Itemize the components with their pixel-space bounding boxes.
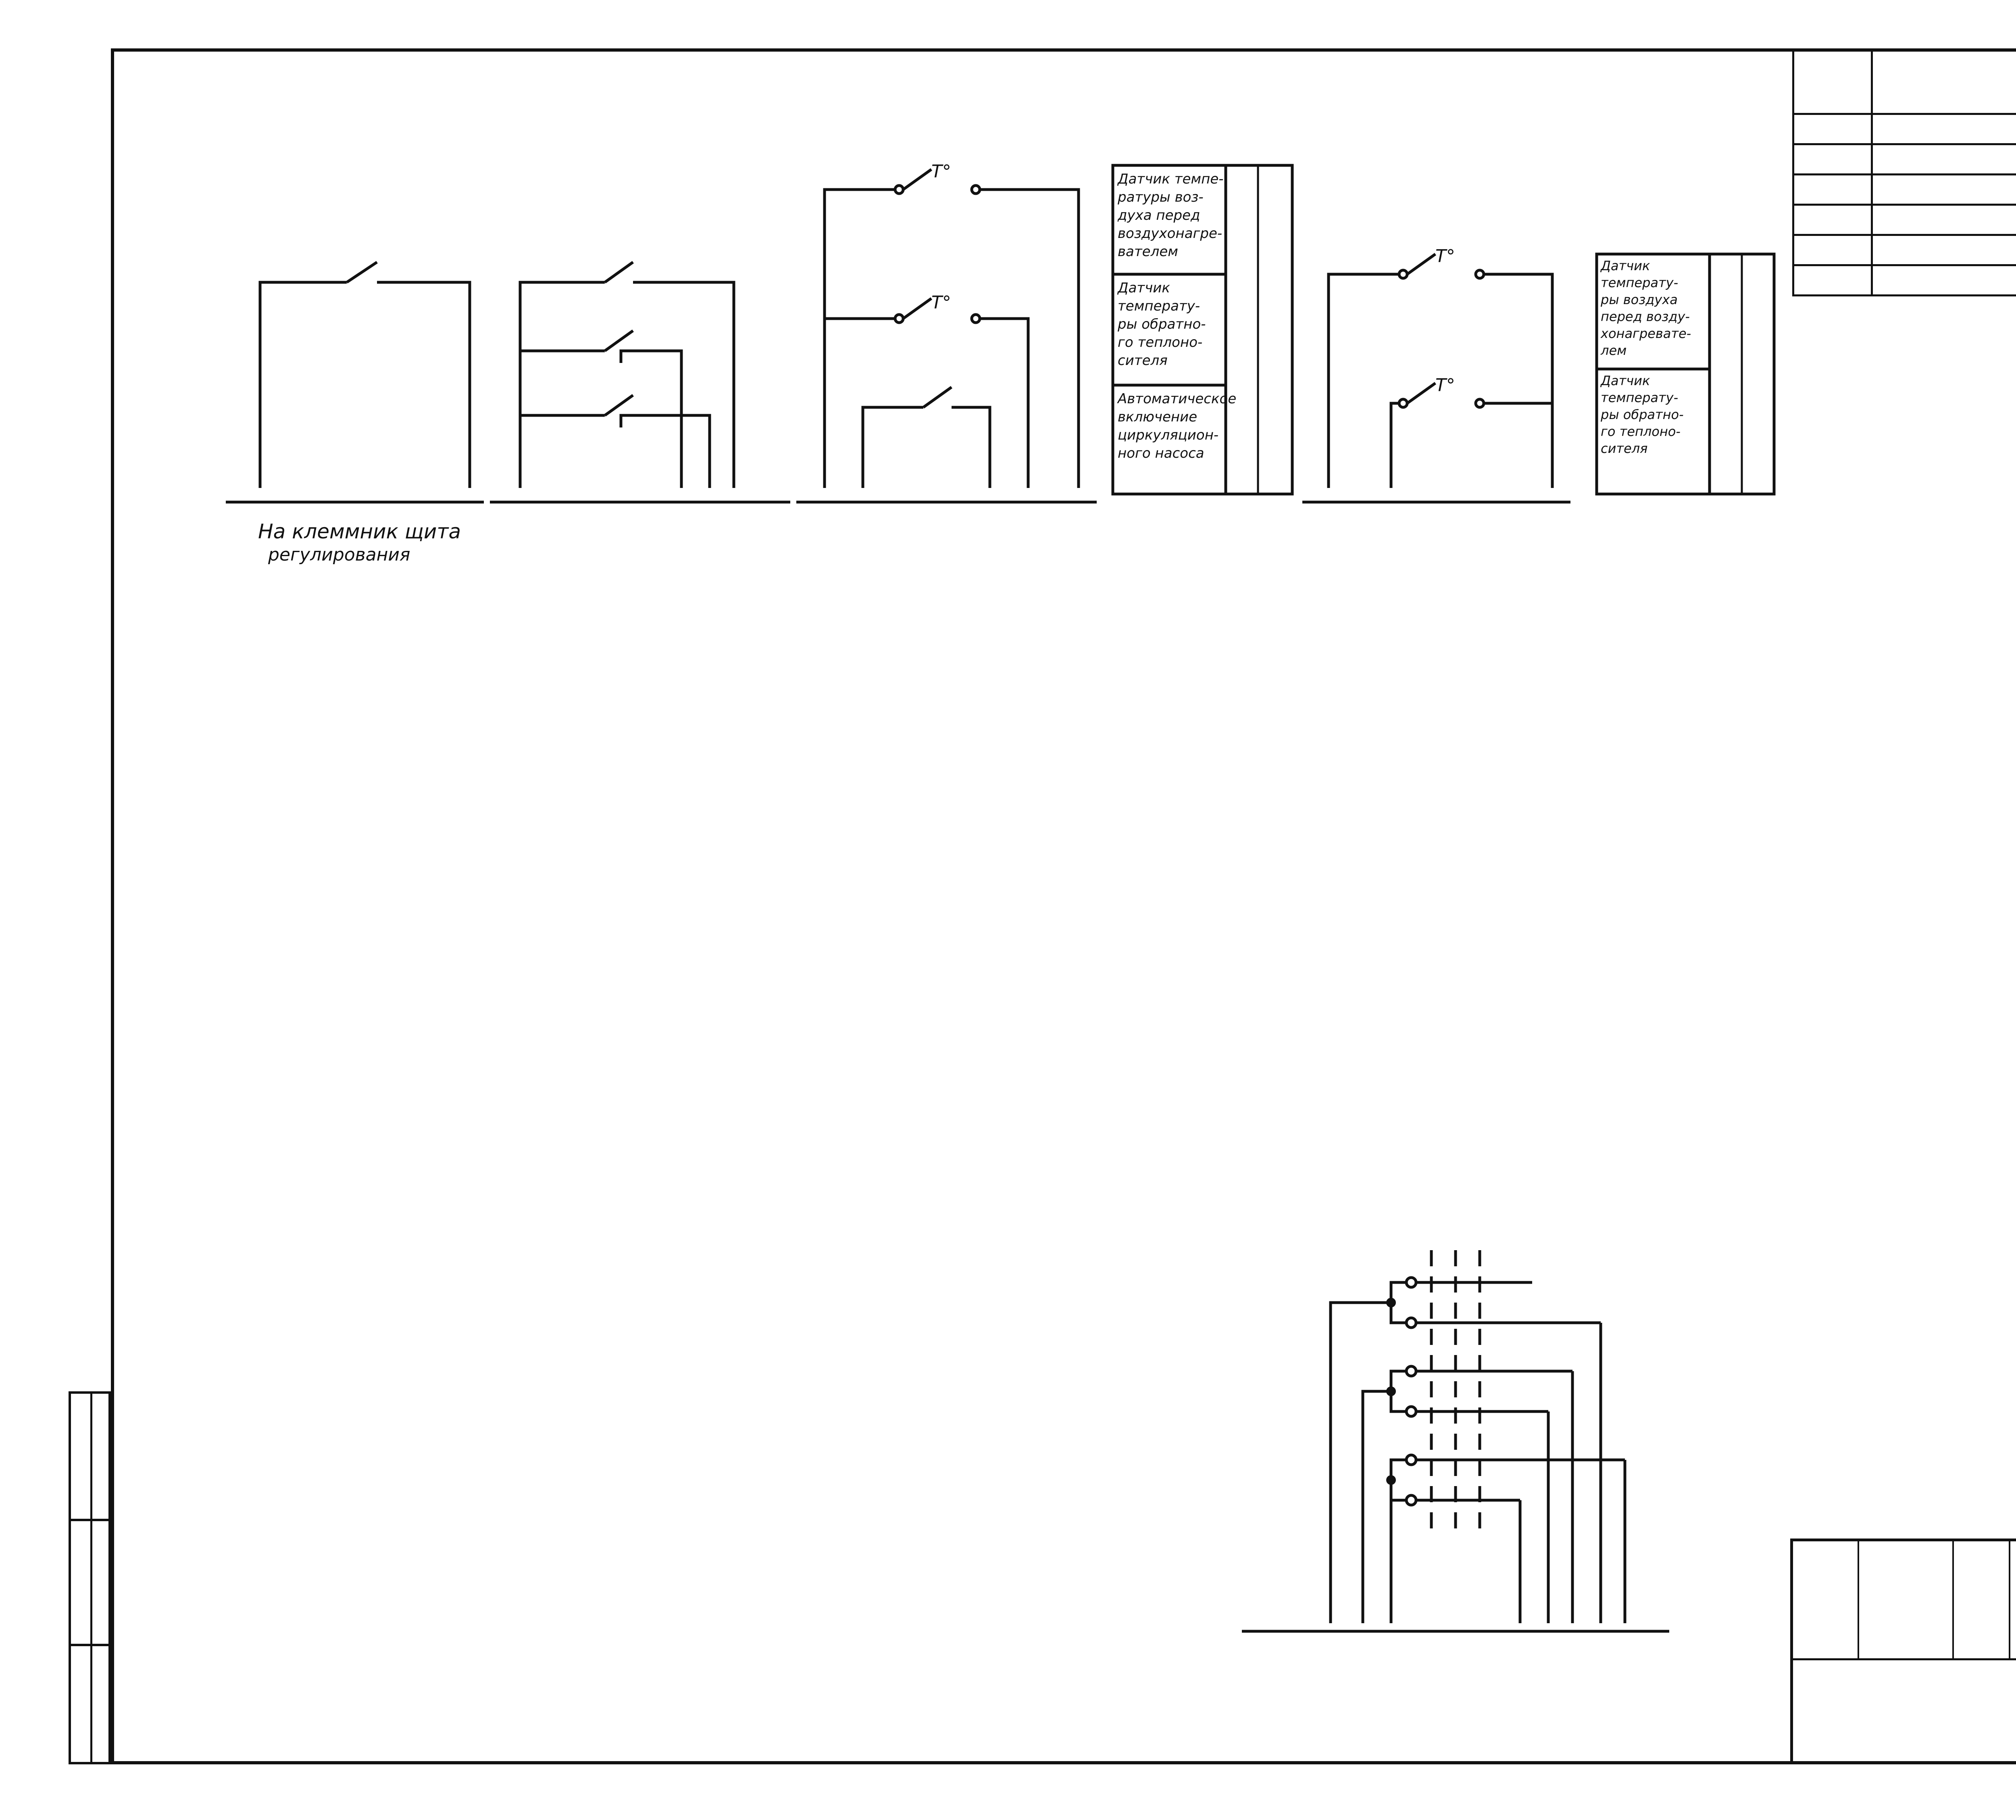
svg-text:перед возду-: перед возду- [1601,309,1690,324]
svg-text:вателем: вателем [1118,244,1178,260]
svg-text:го теплоно-: го теплоно- [1118,334,1203,350]
svg-text:Автоматическое: Автоматическое [1118,391,1237,407]
schematic-group-2 [490,262,790,502]
schematic-group-4 [1302,246,1570,502]
svg-text:ры обратно-: ры обратно- [1118,316,1206,332]
svg-text:T°: T° [1435,375,1455,396]
svg-text:T°: T° [931,161,951,182]
svg-text:хонагревате-: хонагревате- [1601,326,1691,341]
svg-text:воздухонагре-: воздухонагре- [1118,225,1223,242]
svg-text:го теплоно-: го теплоно- [1601,424,1681,439]
spec-header-name [1872,50,2016,114]
spec-section-2 [1872,235,2016,265]
svg-text:ратуры воз-: ратуры воз- [1118,189,1204,205]
svg-text:Датчик: Датчик [1601,258,1650,273]
spec-header-pos [1793,50,1872,114]
group1-caption-2: регулирования [268,544,410,565]
svg-text:ного насоса: ного насоса [1118,445,1204,461]
svg-text:духа перед: духа перед [1118,207,1200,223]
svg-text:ры обратно-: ры обратно- [1601,407,1684,422]
svg-text:T°: T° [931,292,951,313]
sa1-scheme [1242,1250,1669,1631]
svg-text:включение: включение [1118,409,1198,425]
specification-table [1792,48,2016,296]
staff-rows [1793,1541,2016,1658]
svg-text:сителя: сителя [1601,441,1648,456]
svg-text:сителя: сителя [1118,352,1168,369]
svg-text:температу-: температу- [1601,390,1679,405]
schematic-group-3 [796,161,1097,502]
svg-text:ры воздуха: ры воздуха [1601,292,1678,307]
svg-text:T°: T° [1435,246,1455,267]
svg-text:Датчик: Датчик [1601,373,1650,388]
svg-text:циркуляцион-: циркуляцион- [1118,427,1219,443]
group4-notes-box [1597,254,1774,494]
group1-caption-1: На клеммник щита [258,520,461,543]
schematic-group-1 [226,262,484,565]
spec-section-1 [1872,144,2016,175]
svg-text:температу-: температу- [1601,275,1679,290]
svg-text:лем: лем [1601,343,1627,358]
svg-text:Датчик темпе-: Датчик темпе- [1118,171,1224,187]
title-block [1790,1539,2016,1764]
svg-text:температу-: температу- [1118,298,1200,314]
group3-notes-box [1113,165,1292,494]
svg-text:Датчик: Датчик [1118,280,1170,296]
